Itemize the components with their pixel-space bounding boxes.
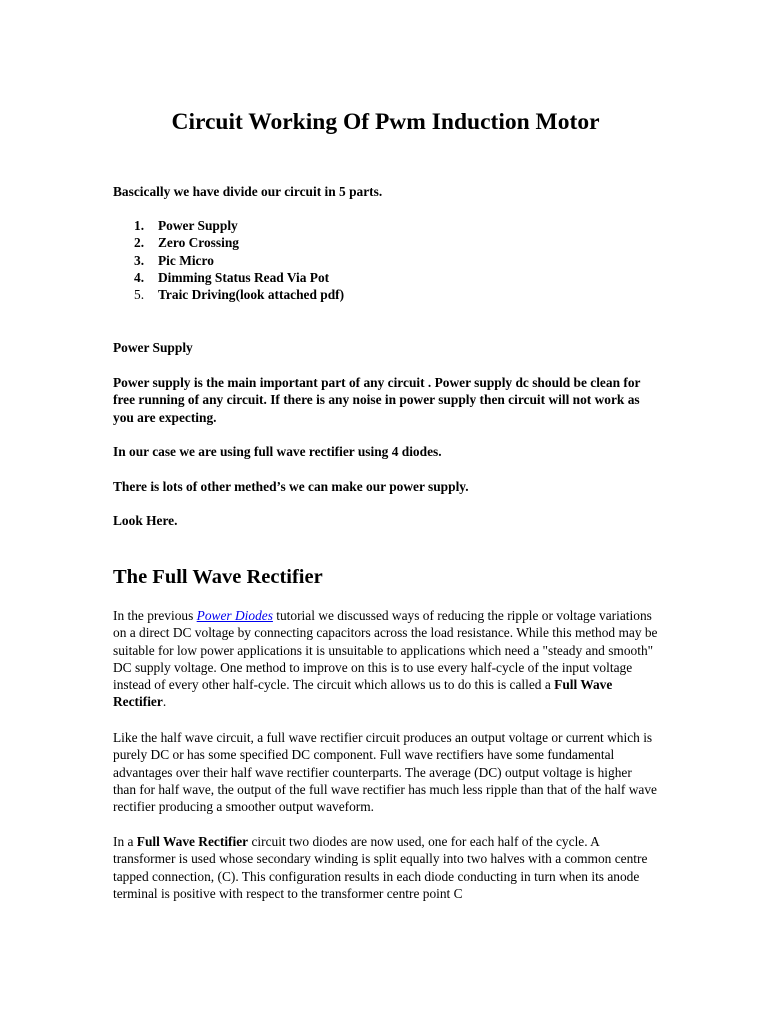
page-title: Circuit Working Of Pwm Induction Motor [171, 109, 600, 135]
list-item [113, 286, 344, 303]
look-here-text: Look Here. [113, 513, 178, 528]
power-diodes-link[interactable]: Power Diodes [196, 608, 273, 623]
list-item-label: Power Supply [158, 218, 238, 233]
list-number: 2. [134, 235, 145, 251]
list-number: 5. [134, 287, 145, 303]
intro-text: Bascically we have divide our circuit in 5 parts. [113, 184, 383, 199]
paragraph-text: circuit two diodes are now used, one for each half of the cycle. A transformer is used whose secondary winding is split equally into two halves with a common centre tapped connection, (C). This configuration results in each diode conducting in turn when its anode terminal is positive with respect to the transformer centre point C [113, 834, 648, 901]
list-item [113, 234, 344, 251]
list-item-label: Dimming Status Read Via Pot [158, 269, 330, 285]
list-item [113, 252, 344, 269]
paragraph-text: In a [113, 834, 137, 849]
list-item-label: Pic Micro [158, 252, 214, 268]
section-heading: The Full Wave Rectifier [113, 566, 323, 588]
list-item [113, 269, 344, 286]
paragraph-text: . [162, 694, 167, 710]
full-wave-paragraph-2: Like the half wave circuit, a full wave rectifier circuit produces an output voltage or current which is purely DC or has some specified DC component. Full wave rectifiers have some fundamental advantages over their half wave rectifier counterparts. The average (DC) output voltage is higher than for half wave, the output of the full wave rectifier has much less ripple than that of the half wave rectifier producing a smoother output waveform. [113, 730, 657, 815]
power-supply-heading: Power Supply [113, 340, 193, 355]
full-wave-paragraph-1 [113, 607, 658, 711]
list-item [113, 217, 344, 234]
parts-list [113, 217, 344, 303]
bold-term: Full Wave Rectifier [113, 677, 613, 710]
rectifier-note: In our case we are using full wave rectifier using 4 diodes. [113, 444, 442, 459]
list-number: 1. [134, 218, 145, 233]
paragraph-text: tutorial we discussed ways of reducing the ripple or voltage variations on a direct DC voltage by connecting capacitors across the load resistance. While this method may be suitable for low power applications it is unsuitable to applications which need a "steady and smooth" DC supply voltage. One method to improve on this is to use every half-cycle of the input voltage instead of every other half-cycle. The circuit which allows us to do this is called a [113, 608, 658, 693]
list-number: 3. [134, 252, 145, 268]
full-wave-paragraph-3 [113, 833, 658, 902]
list-item-label: Traic Driving(look attached pdf) [158, 287, 345, 303]
bold-term: Full Wave Rectifier [136, 834, 249, 849]
list-item-label: Zero Crossing [158, 235, 239, 251]
methods-note: There is lots of other methed’s we can make our power supply. [113, 479, 469, 494]
power-supply-paragraph: Power supply is the main important part of any circuit . Power supply dc should be clean for free running of any circuit. If there is any noise in power supply then circuit will not work as you are expecting. [113, 375, 641, 425]
paragraph-text: In the previous [113, 608, 197, 623]
list-number: 4. [134, 269, 145, 285]
